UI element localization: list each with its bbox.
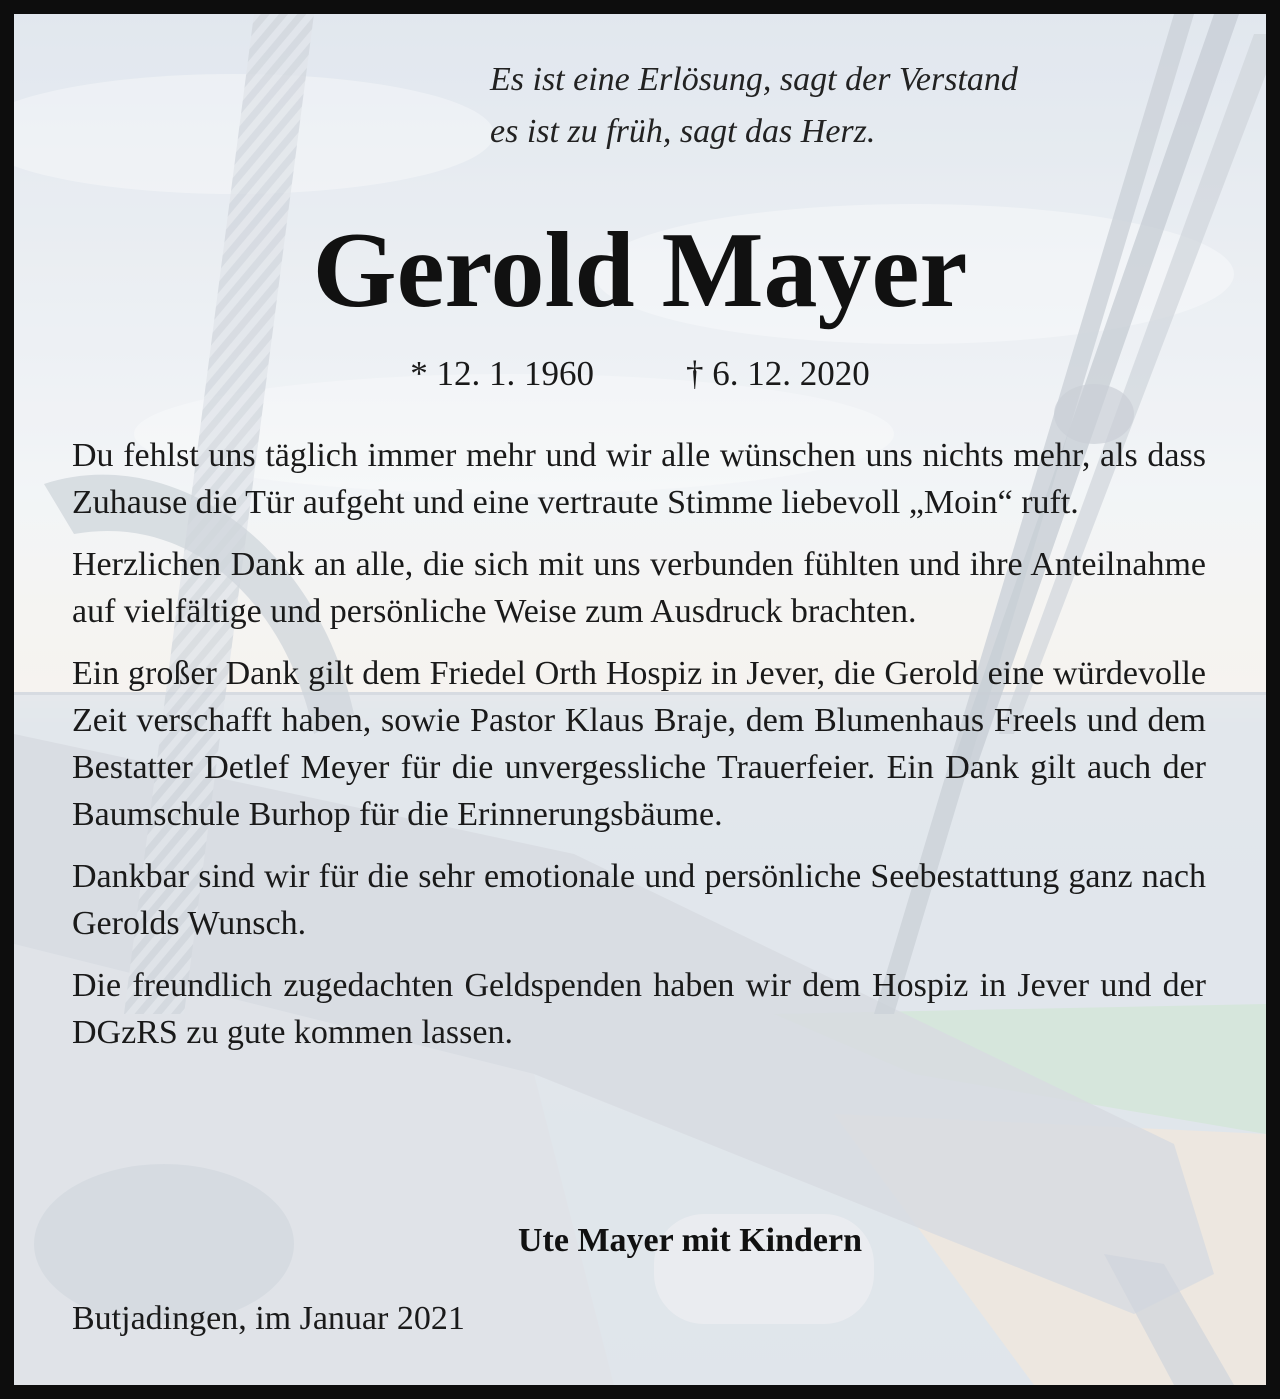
death-date: † 6. 12. 2020 — [686, 354, 870, 393]
paragraph: Du fehlst uns täglich immer mehr und wir alle wünschen uns nichts mehr, als dass Zuhause die Tür aufgeht und eine vertraute Stimme liebevoll „Moin“ ruft. — [72, 437, 1206, 521]
opening-quote — [490, 54, 1018, 158]
paragraph: Dankbar sind wir für die sehr emotionale und persönliche Seebestattung ganz nach Gerolds Wunsch. — [72, 858, 1206, 942]
paragraph: Die freundlich zugedachten Geldspenden haben wir dem Hospiz in Jever und der DGzRS zu gute kommen lassen. — [72, 967, 1206, 1051]
deceased-name: Gerold Mayer — [312, 211, 968, 330]
paragraph: Ein großer Dank gilt dem Friedel Orth Hospiz in Jever, die Gerold eine würdevolle Zeit verschafft haben, sowie Pastor Klaus Braje, dem Blumenhaus Freels und dem Bestatter Detlef Meyer für die unvergessliche Trauerfeier. Ein Dank gilt auch der Baumschule Burhop für die Erinnerungsbäume. — [72, 655, 1206, 833]
place-and-date: Butjadingen, im Januar 2021 — [72, 1300, 465, 1337]
quote-line: Es ist eine Erlösung, sagt der Verstand — [490, 61, 1018, 98]
life-dates — [14, 354, 1266, 394]
signature: Ute Mayer mit Kindern — [517, 1222, 863, 1259]
quote-line: es ist zu früh, sagt das Herz. — [490, 113, 876, 150]
paragraph: Herzlichen Dank an alle, die sich mit uns verbunden fühlten und ihre Anteilnahme auf vielfältige und persönliche Weise zum Ausdruck brachten. — [72, 546, 1206, 630]
notice-content — [14, 14, 1266, 1385]
notice-text — [72, 432, 1206, 1071]
birth-date: * 12. 1. 1960 — [410, 354, 594, 393]
